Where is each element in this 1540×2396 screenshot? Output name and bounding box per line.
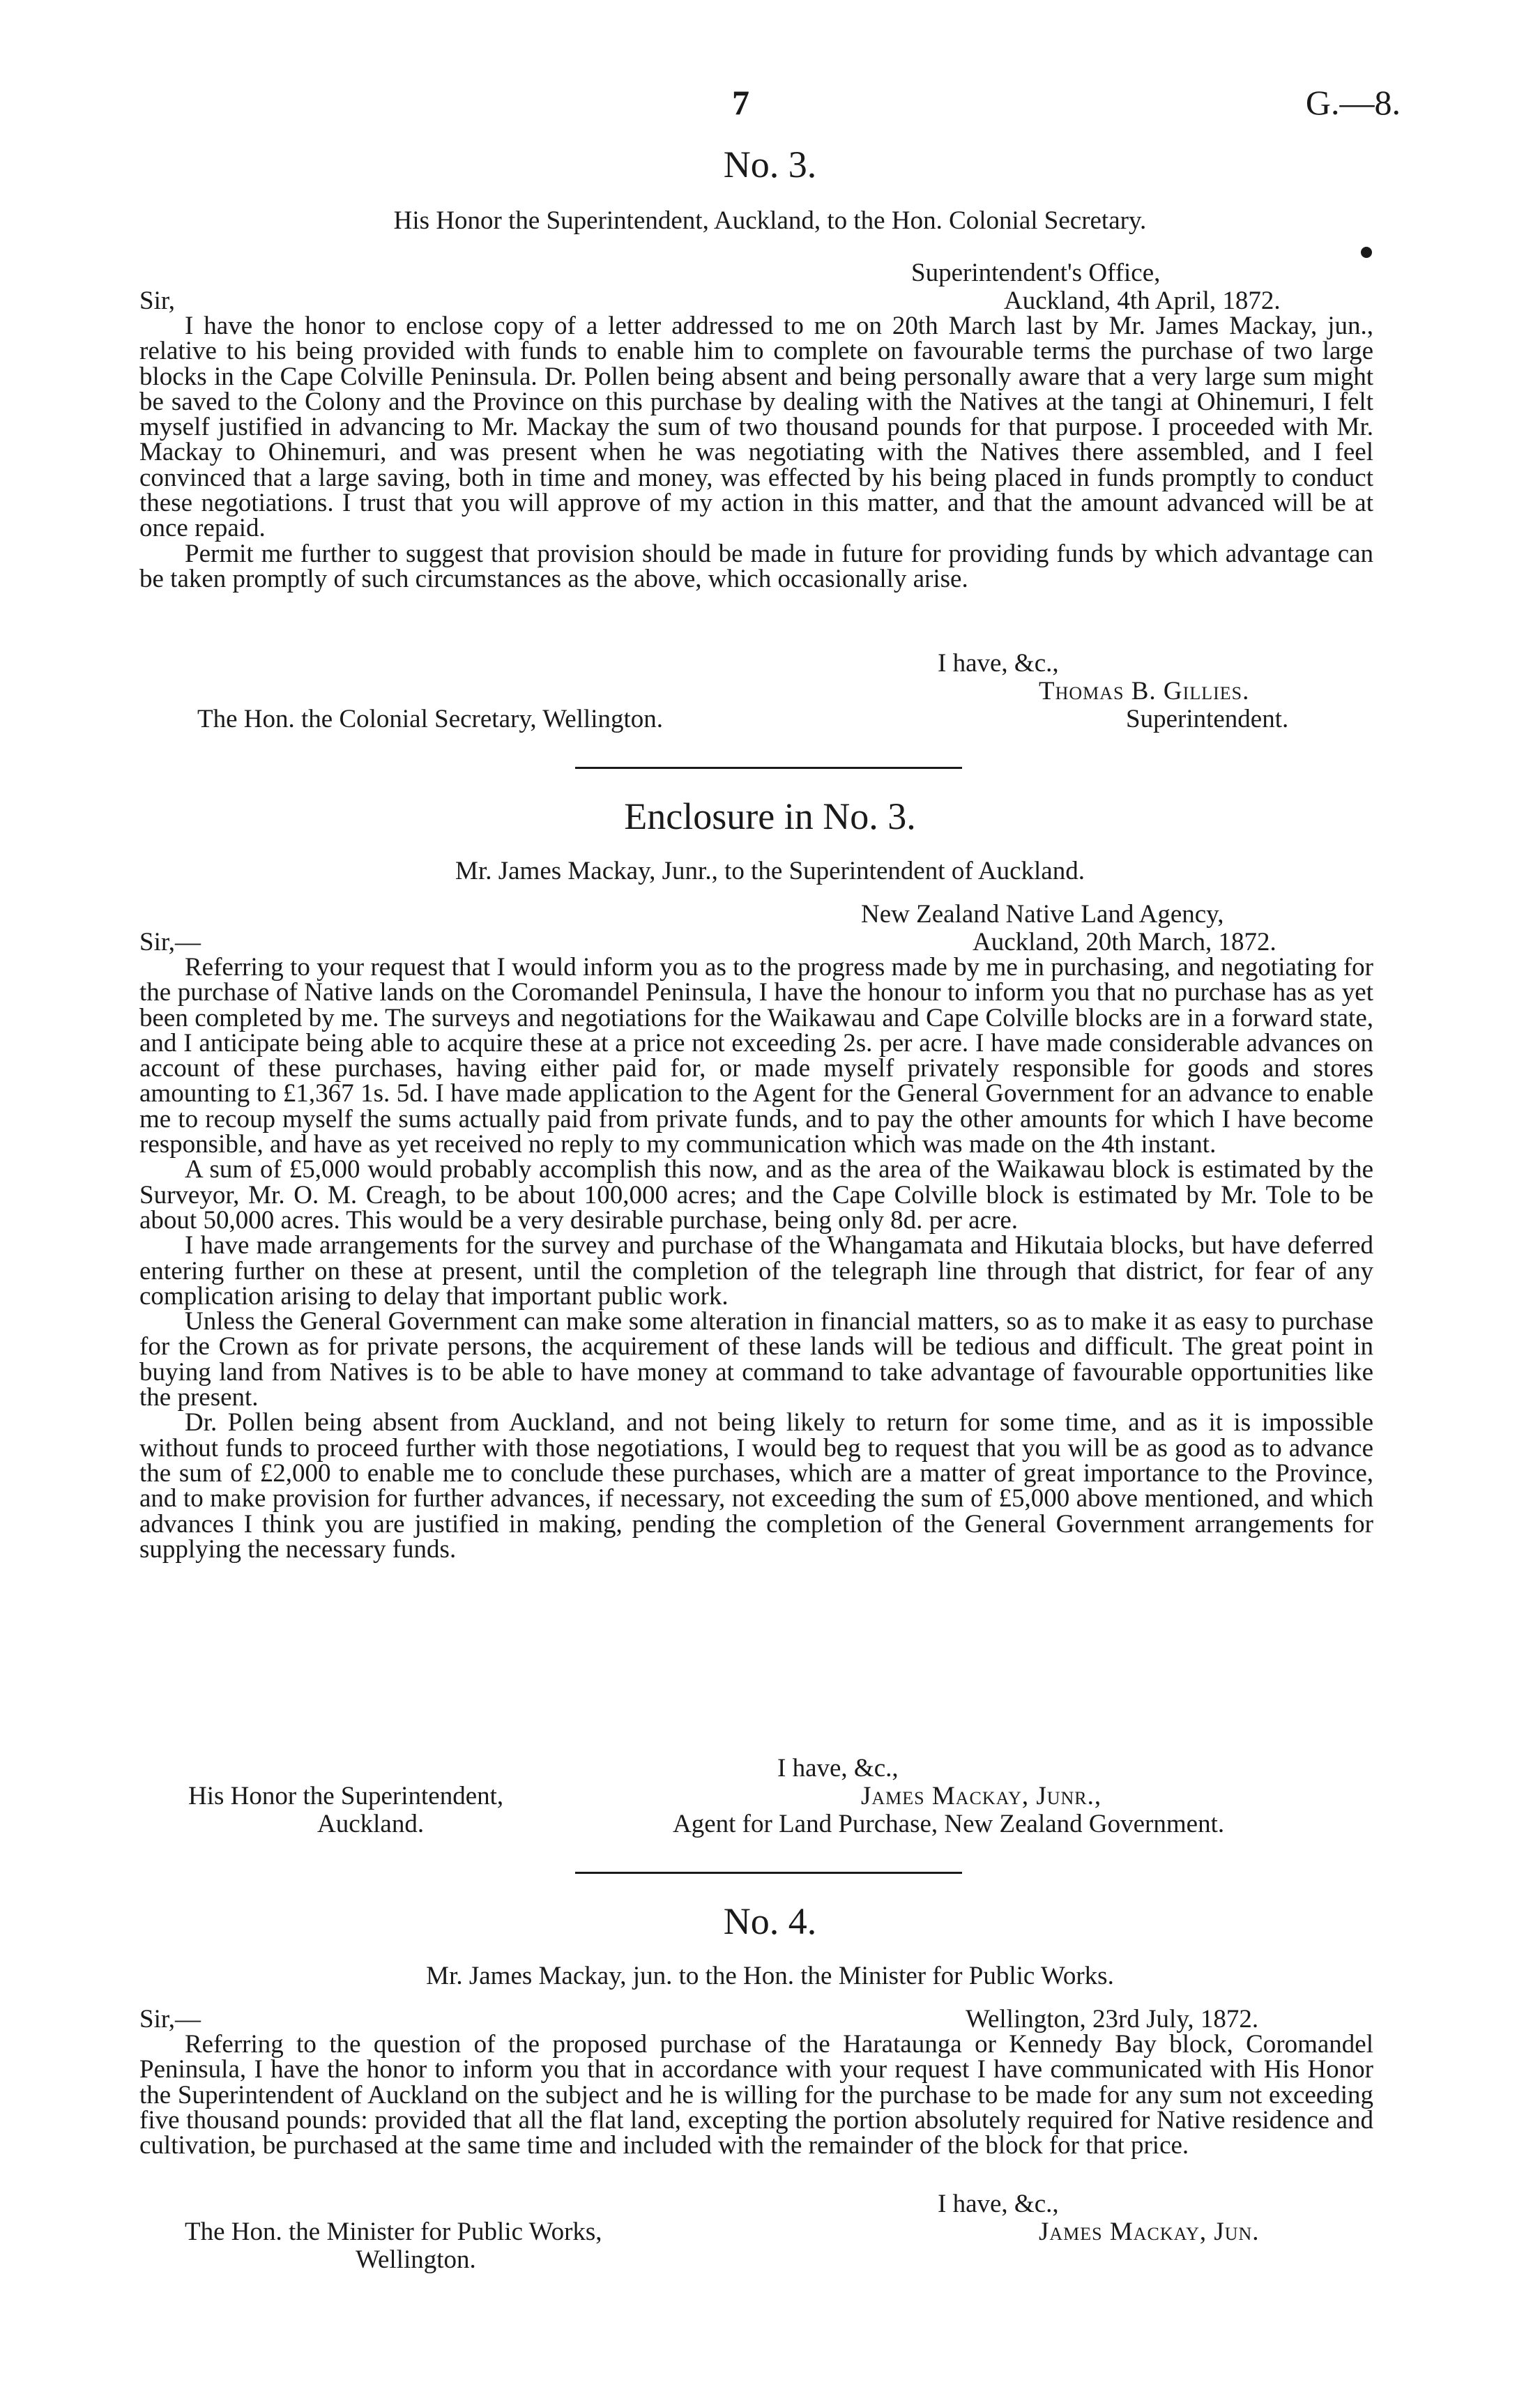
- section-subtitle-enclosure: Mr. James Mackay, Junr., to the Superintendent of Auckland.: [455, 857, 1085, 885]
- closing-enclosure: I have, &c.,: [777, 1754, 899, 1783]
- addressee-line1-enclosure: His Honor the Superintendent,: [188, 1782, 504, 1810]
- section-subtitle-no3: His Honor the Superintendent, Auckland, to the Hon. Colonial Secretary.: [393, 206, 1147, 235]
- address-line2-enclosure: Auckland, 20th March, 1872.: [973, 928, 1276, 956]
- salutation-no4: Sir,—: [139, 2005, 201, 2033]
- section-divider: [575, 1872, 962, 1874]
- salutation-no3: Sir,: [139, 287, 175, 315]
- letter-body-enclosure: [139, 955, 1373, 1562]
- addressee-line2-no4: Wellington.: [356, 2245, 476, 2274]
- ink-dot-mark: [1361, 247, 1372, 258]
- salutation-enclosure: Sir,—: [139, 928, 201, 956]
- paragraph: Referring to your request that I would inform you as to the progress made by me in purchasing, and negotiating for the purchase of Native lands on the Coromandel Peninsula, I have the honour to inform you that no purchase has as yet been completed by me. The surveys and negotiations for the Waikawau and Cape Colville blocks are in a forward state, and I anticipate being able to acquire these at a price not exceeding 2s. per acre. I have made considerable advances on account of these purchases, having either paid for, or made myself privately responsible for goods and stores amounting to £1,367 1s. 5d. I have made application to the Agent for the General Government for an advance to enable me to recoup myself the sums actually paid from private funds, and to pay the other amounts for which I have become responsible, and have as yet received no reply to my communication which was made on the 4th instant.: [139, 953, 1373, 1159]
- addressee-line1-no4: The Hon. the Minister for Public Works,: [185, 2218, 602, 2246]
- paragraph: Dr. Pollen being absent from Auckland, and not being likely to return for some time, and as it is impossible without funds to proceed further with those negotiations, I would beg to request that you will be as good as to advance the sum of £2,000 to enable me to conclude these purchases, which are a matter of great importance to the Province, and to make provision for further advances, if necessary, not exceeding the sum of £5,000 above mentioned, and which advances I think you are justified in making, pending the completion of the General Government arrangements for supplying the necessary funds.: [139, 1408, 1373, 1564]
- closing-no3: I have, &c.,: [938, 649, 1059, 678]
- signature-no4: James Mackay, Jun.: [1039, 2218, 1260, 2246]
- signature-title-enclosure: Agent for Land Purchase, New Zealand Government.: [673, 1810, 1225, 1838]
- address-line-no4: Wellington, 23rd July, 1872.: [966, 2005, 1259, 2033]
- paragraph: Unless the General Government can make some alteration in financial matters, so as to make it as easy to purchase for the Crown as for private persons, the acquirement of these lands will be tedious and difficult. The great point in buying land from Natives is to be able to have money at command to take advantage of favourable opportunities like the present.: [139, 1307, 1373, 1412]
- closing-no4: I have, &c.,: [938, 2190, 1059, 2218]
- paragraph: A sum of £5,000 would probably accomplish this now, and as the area of the Waikawau block is estimated by the Surveyor, Mr. O. M. Creagh, to be about 100,000 acres; and the Cape Colville block is estimated by Mr. Tole to be about 50,000 acres. This would be a very desirable purchase, being only 8d. per acre.: [139, 1155, 1373, 1235]
- paragraph: I have made arrangements for the survey and purchase of the Whangamata and Hikutaia blocks, but have deferred entering further on these at present, until the completion of the telegraph line through that district, for fear of any complication arising to delay that important public work.: [139, 1231, 1373, 1311]
- address-line1-no3: Superintendent's Office,: [911, 259, 1161, 287]
- signature-title-no3: Superintendent.: [1126, 705, 1289, 733]
- section-title-no4: No. 4.: [723, 1900, 817, 1942]
- letter-body-no4: [139, 2032, 1373, 2158]
- page-number: 7: [732, 83, 749, 122]
- letter-body-no3: [139, 314, 1373, 592]
- section-title-no3: No. 3.: [723, 144, 817, 185]
- address-line2-no3: Auckland, 4th April, 1872.: [1004, 287, 1281, 315]
- paragraph: I have the honor to enclose copy of a letter addressed to me on 20th March last by Mr. James Mackay, jun., relative to his being provided with funds to enable him to complete on favourable terms the purchase of two large blocks in the Cape Colville Peninsula. Dr. Pollen being absent and being personally aware that a very large sum might be saved to the Colony and the Province on this purchase by dealing with the Natives at the tangi at Ohinemuri, I felt myself justified in advancing to Mr. Mackay the sum of two thousand pounds for that purpose. I proceeded with Mr. Mackay to Ohinemuri, and was present when he was negotiating with the Natives there assembled, and I feel convinced that a large saving, both in time and money, was effected by his being placed in funds promptly to conduct these negotiations. I trust that you will approve of my action in this matter, and that the amount advanced will be at once repaid.: [139, 312, 1373, 543]
- signature-no3: Thomas B. Gillies.: [1039, 677, 1250, 705]
- section-divider: [575, 767, 962, 769]
- address-line1-enclosure: New Zealand Native Land Agency,: [861, 900, 1224, 929]
- addressee-line2-enclosure: Auckland.: [317, 1810, 425, 1838]
- section-title-enclosure: Enclosure in No. 3.: [624, 795, 916, 837]
- section-subtitle-no4: Mr. James Mackay, jun. to the Hon. the Minister for Public Works.: [426, 1962, 1114, 1990]
- signature-enclosure: James Mackay, Junr.,: [861, 1782, 1102, 1810]
- document-reference: G.—8.: [1305, 83, 1401, 122]
- paragraph: Permit me further to suggest that provision should be made in future for providing funds by which advantage can be taken promptly of such circumstances as the above, which occasionally arise.: [139, 539, 1373, 593]
- addressee-no3: The Hon. the Colonial Secretary, Wellington.: [197, 705, 664, 733]
- paragraph: Referring to the question of the proposed purchase of the Harataunga or Kennedy Bay block, Coromandel Peninsula, I have the honor to inform you that in accordance with your request I have communicated with His Honor the Superintendent of Auckland on the subject and he is willing for the purchase to be made for any sum not exceeding five thousand pounds: provided that all the flat land, excepting the portion absolutely required for Native residence and cultivation, be purchased at the same time and included with the remainder of the block for that price.: [139, 2030, 1373, 2160]
